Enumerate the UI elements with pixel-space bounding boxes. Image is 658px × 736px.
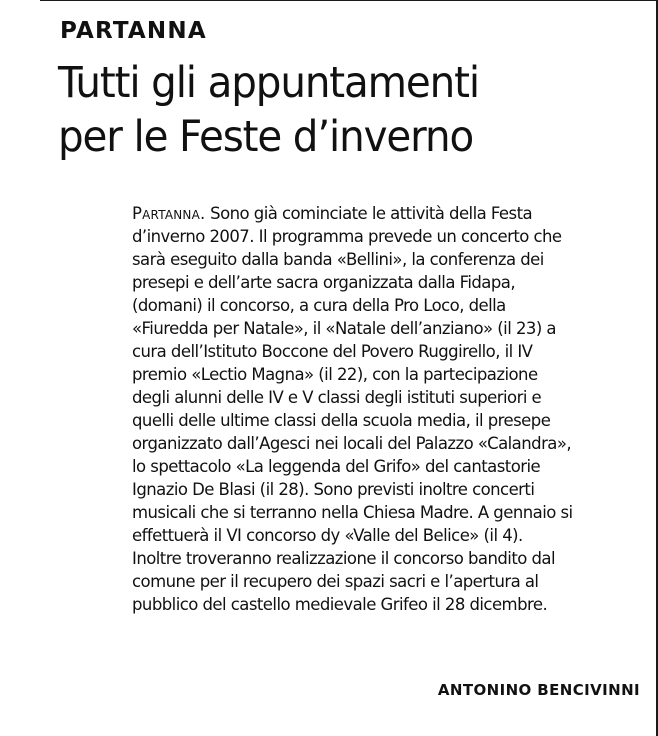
headline-line: per le Feste d’inverno bbox=[58, 112, 474, 162]
body-line: d’inverno 2007. Il programma prevede un concerto che bbox=[132, 227, 562, 246]
body-line: pubblico del castello medievale Grifeo il 28 dicembre. bbox=[132, 595, 548, 614]
article-body bbox=[132, 202, 642, 616]
body-line: presepi e dell’arte sacra organizzata dalla Fidapa, bbox=[132, 273, 516, 292]
body-line: Ignazio De Blasi (il 28). Sono previsti inoltre concerti bbox=[132, 480, 535, 499]
byline-author: ANTONINO BENCIVINNI bbox=[437, 681, 640, 699]
frame-top-rule bbox=[40, 0, 658, 1]
body-line: quelli delle ultime classi della scuola media, il presepe bbox=[132, 411, 551, 430]
body-line: premio «Lectio Magna» (il 22), con la partecipazione bbox=[132, 365, 538, 384]
body-line: lo spettacolo «La leggenda del Grifo» del cantastorie bbox=[132, 457, 541, 476]
body-line: degli alunni delle IV e V classi degli istituti superiori e bbox=[132, 388, 542, 407]
body-line: comune per il recupero dei spazi sacri e l’apertura al bbox=[132, 572, 539, 591]
body-line: cura dell’Istituto Boccone del Povero Ruggirello, il IV bbox=[132, 342, 533, 361]
body-line: sarà eseguito dalla banda «Bellini», la conferenza dei bbox=[132, 250, 544, 269]
body-line bbox=[132, 202, 642, 225]
body-line: «Fiuredda per Natale», il «Natale dell’anziano» (il 23) a bbox=[132, 319, 556, 338]
headline-line: Tutti gli appuntamenti bbox=[58, 58, 479, 108]
kicker-location: PARTANNA bbox=[60, 18, 207, 44]
dateline: Partanna. bbox=[132, 204, 206, 223]
body-line: musicali che si terranno nella Chiesa Madre. A gennaio si bbox=[132, 503, 573, 522]
body-line-text: Sono già cominciate le attività della Festa bbox=[205, 204, 533, 223]
body-line: Inoltre troveranno realizzazione il concorso bandito dal bbox=[132, 549, 556, 568]
body-line: effettuerà il VI concorso dy «Valle del Belice» (il 4). bbox=[132, 526, 523, 545]
headline bbox=[58, 56, 613, 164]
body-line: organizzato dall’Agesci nei locali del Palazzo «Calandra», bbox=[132, 434, 572, 453]
body-line: (domani) il concorso, a cura della Pro Loco, della bbox=[132, 296, 506, 315]
